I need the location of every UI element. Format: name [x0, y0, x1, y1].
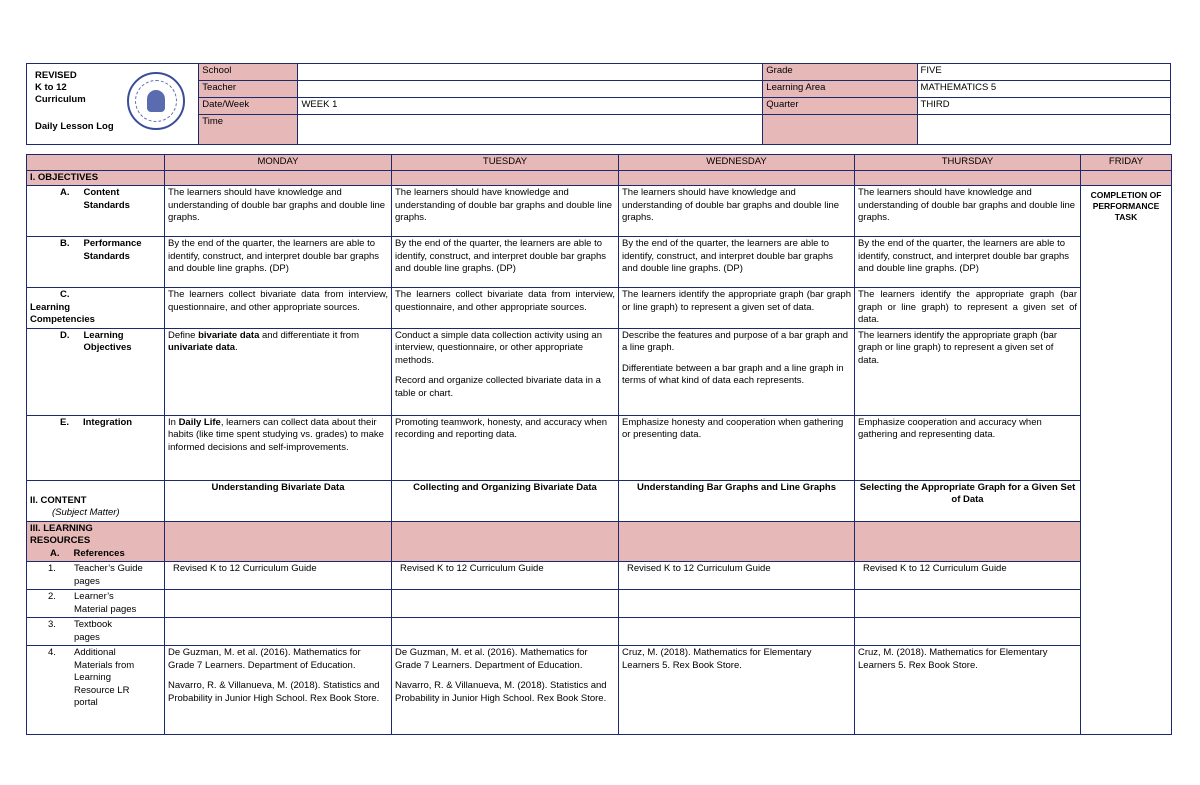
teacher-value[interactable] — [298, 81, 763, 98]
school-value[interactable] — [298, 64, 763, 81]
performance-standards-mon: By the end of the quarter, the learners are able to identify, construct, and interpret double bar graphs and double line graphs. (DP) — [165, 237, 392, 288]
grade-label: Grade — [763, 64, 917, 81]
competencies-thu: The learners identify the appropriate graph (bar graph or line graph) to represent a given set of data. — [855, 288, 1081, 329]
content-subtitle: (Subject Matter) — [52, 507, 120, 518]
content-standards-row — [27, 186, 1172, 237]
day-monday: MONDAY — [165, 155, 392, 171]
days-corner — [27, 155, 165, 171]
performance-standards-row — [27, 237, 1172, 288]
learners-material-row — [27, 590, 1172, 618]
content-topic-tue: Collecting and Organizing Bivariate Data — [392, 480, 619, 521]
performance-standards-label: B. Performance Standards — [27, 237, 165, 288]
competencies-mon: The learners collect bivariate data from interview, questionnaire, and other appropriate sources. — [165, 288, 392, 329]
quarter-label: Quarter — [763, 98, 917, 115]
competencies-row — [27, 288, 1172, 329]
integration-row — [27, 415, 1172, 480]
content-label — [27, 480, 165, 521]
teachers-guide-wed: Revised K to 12 Curriculum Guide — [619, 562, 855, 590]
teacher-label: Teacher — [199, 81, 298, 98]
teachers-guide-mon: Revised K to 12 Curriculum Guide — [165, 562, 392, 590]
brand-block — [27, 64, 199, 145]
performance-standards-wed: By the end of the quarter, the learners are able to identify, construct, and interpret double bar graphs and double line graphs. (DP) — [619, 237, 855, 288]
days-row — [27, 155, 1172, 171]
content-row — [27, 480, 1172, 521]
area-label: Learning Area — [763, 81, 917, 98]
additional-materials-label: 4. Additional Materials from Learning Resource LR portal — [27, 646, 165, 735]
competencies-wed: The learners identify the appropriate graph (bar graph or line graph) to represent a given set of data. — [619, 288, 855, 329]
integration-wed: Emphasize honesty and cooperation when gathering or presenting data. — [619, 415, 855, 480]
additional-materials-mon: De Guzman, M. et al. (2016). Mathematics for Grade 7 Learners. Department of Education. Navarro, R. & Villanueva, M. (2018). Statistics and Probability in Junior High School. Rex Book Store. — [165, 646, 392, 735]
integration-mon: In Daily Life, learners can collect data about their habits (like time spent studying vs. grades) to make informed decisions and self-improvements. — [165, 415, 392, 480]
brand-line-1: REVISED — [35, 70, 77, 81]
day-tuesday: TUESDAY — [392, 155, 619, 171]
learners-material-label: 2. Learner’s Material pages — [27, 590, 165, 618]
additional-materials-tue: De Guzman, M. et al. (2016). Mathematics for Grade 7 Learners. Department of Education. Navarro, R. & Villanueva, M. (2018). Statistics and Probability in Junior High School. Rex Book Store. — [392, 646, 619, 735]
content-topic-wed: Understanding Bar Graphs and Line Graphs — [619, 480, 855, 521]
deped-seal-icon — [127, 72, 185, 130]
grade-value[interactable]: FIVE — [917, 64, 1170, 81]
content-standards-wed: The learners should have knowledge and understanding of double bar graphs and double line graphs. — [619, 186, 855, 237]
content-standards-mon: The learners should have knowledge and understanding of double bar graphs and double line graphs. — [165, 186, 392, 237]
integration-tue: Promoting teamwork, honesty, and accuracy when recording and reporting data. — [392, 415, 619, 480]
content-topic-mon: Understanding Bivariate Data — [165, 480, 392, 521]
day-thursday: THURSDAY — [855, 155, 1081, 171]
learning-objectives-wed: Describe the features and purpose of a bar graph and a line graph. Differentiate between a bar graph and a line graph in terms of what kind of data each represents. — [619, 328, 855, 415]
time-spacer-label — [763, 115, 917, 145]
textbook-row — [27, 618, 1172, 646]
time-spacer-value — [917, 115, 1170, 145]
competencies-label: C.Learning Competencies — [27, 288, 165, 329]
content-topic-thu: Selecting the Appropriate Graph for a Given Set of Data — [855, 480, 1081, 521]
time-label: Time — [199, 115, 298, 145]
competencies-tue: The learners collect bivariate data from interview, questionnaire, and other appropriate sources. — [392, 288, 619, 329]
performance-standards-tue: By the end of the quarter, the learners are able to identify, construct, and interpret double bar graphs and double line graphs. (DP) — [392, 237, 619, 288]
content-standards-tue: The learners should have knowledge and understanding of double bar graphs and double line graphs. — [392, 186, 619, 237]
resources-title: III. LEARNING RESOURCES — [30, 522, 93, 546]
time-value[interactable] — [298, 115, 763, 145]
teachers-guide-row — [27, 562, 1172, 590]
integration-thu: Emphasize cooperation and accuracy when gathering and representing data. — [855, 415, 1081, 480]
learning-objectives-mon: Define bivariate data and differentiate it from univariate data. — [165, 328, 392, 415]
objectives-title: I. OBJECTIVES — [27, 170, 165, 186]
brand-line-4: Daily Lesson Log — [35, 121, 114, 132]
day-wednesday: WEDNESDAY — [619, 155, 855, 171]
dateweek-label: Date/Week — [199, 98, 298, 115]
content-standards-thu: The learners should have knowledge and understanding of double bar graphs and double line graphs. — [855, 186, 1081, 237]
integration-label: E. Integration — [27, 415, 165, 480]
learning-objectives-row — [27, 328, 1172, 415]
learning-objectives-label: D. Learning Objectives — [27, 328, 165, 415]
resources-label: III. LEARNING RESOURCES A. References — [27, 521, 165, 562]
lesson-log-table — [26, 154, 1172, 735]
performance-standards-thu: By the end of the quarter, the learners are able to identify, construct, and interpret double bar graphs and double line graphs. (DP) — [855, 237, 1081, 288]
brand-line-3: Curriculum — [35, 94, 86, 105]
brand-line-2: K to 12 — [35, 82, 67, 93]
friday-note: COMPLETION OF PERFORMANCE TASK — [1081, 186, 1172, 735]
school-label: School — [199, 64, 298, 81]
teachers-guide-thu: Revised K to 12 Curriculum Guide — [855, 562, 1081, 590]
teachers-guide-label: 1. Teacher’s Guide pages — [27, 562, 165, 590]
additional-materials-thu: Cruz, M. (2018). Mathematics for Elementary Learners 5. Rex Book Store. — [855, 646, 1081, 735]
textbook-label: 3. Textbook pages — [27, 618, 165, 646]
objectives-header-row — [27, 170, 1172, 186]
area-value[interactable]: MATHEMATICS 5 — [917, 81, 1170, 98]
quarter-value[interactable]: THIRD — [917, 98, 1170, 115]
content-title: II. CONTENT — [30, 494, 87, 506]
dateweek-value[interactable]: WEEK 1 — [298, 98, 763, 115]
learning-objectives-tue: Conduct a simple data collection activity using an interview, questionnaire, or other appropriate methods. Record and organize collected bivariate data in a table or chart. — [392, 328, 619, 415]
teachers-guide-tue: Revised K to 12 Curriculum Guide — [392, 562, 619, 590]
day-friday: FRIDAY — [1081, 155, 1172, 171]
additional-materials-row — [27, 646, 1172, 735]
resources-header-row — [27, 521, 1172, 562]
learning-objectives-thu: The learners identify the appropriate graph (bar graph or line graph) to represent a given set of data. — [855, 328, 1081, 415]
header-table — [26, 63, 1171, 145]
additional-materials-wed: Cruz, M. (2018). Mathematics for Elementary Learners 5. Rex Book Store. — [619, 646, 855, 735]
content-standards-label: A. Content Standards — [27, 186, 165, 237]
